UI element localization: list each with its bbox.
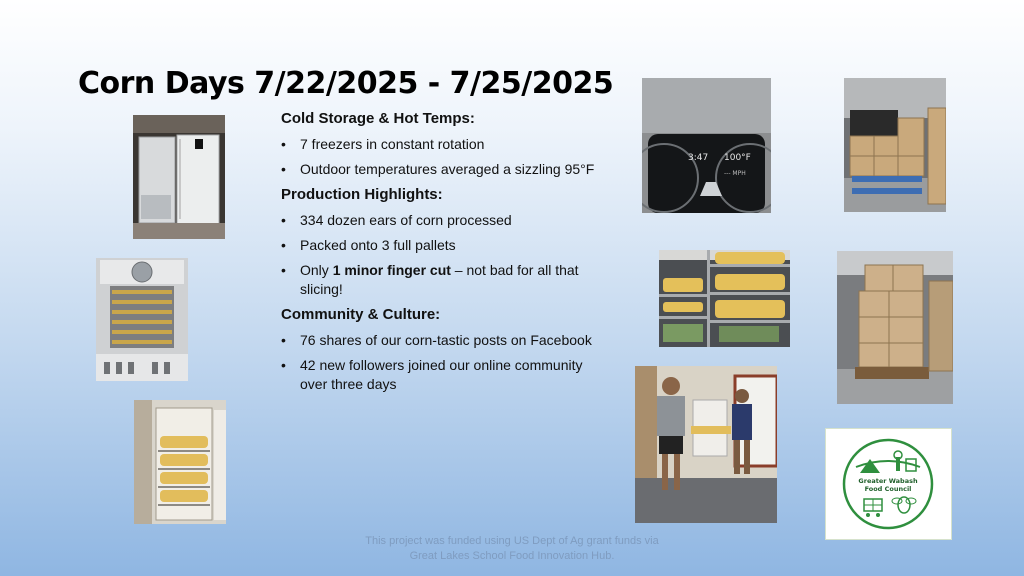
corn-shelves-photo-icon [659, 250, 790, 347]
stacked-boxes-photo-icon [837, 251, 953, 404]
slide-title: Corn Days 7/22/2025 - 7/25/2025 [78, 66, 614, 101]
production-list [281, 211, 611, 299]
bullet-pallets: • Packed onto 3 full pallets [281, 236, 611, 255]
freezers-photo-icon [133, 115, 225, 239]
chiller-racks-photo-icon [96, 258, 188, 381]
car-dashboard-photo-icon [642, 78, 771, 213]
logo-line1: Greater Wabash [858, 477, 918, 485]
food-council-logo [825, 428, 952, 540]
dashboard-time: 3:47 [688, 153, 709, 163]
section-heading-cold-storage: Cold Storage & Hot Temps: [281, 110, 475, 127]
finger-cut-bold: 1 minor finger cut [332, 262, 451, 278]
volunteers-photo-icon [635, 366, 777, 523]
section-heading-community: Community & Culture: [281, 306, 441, 323]
bullet-followers: • 42 new followers joined our online community over three days [281, 356, 611, 394]
section-heading-production: Production Highlights: [281, 186, 443, 203]
finger-cut-suffix: – not bad for all that slicing! [300, 262, 579, 297]
bullet-freezers: • 7 freezers in constant rotation [281, 135, 611, 154]
footer-line1: This project was funded using US Dept of Ag grant funds via [365, 535, 659, 547]
dashboard-speed: --- MPH [724, 170, 746, 177]
corn-fridge-photo-icon [134, 400, 226, 524]
bullet-temperature: • Outdoor temperatures averaged a sizzling 95°F [281, 160, 611, 179]
bullet-dozen-ears: • 334 dozen ears of corn processed [281, 211, 611, 230]
cold-storage-list [281, 135, 611, 179]
funding-footnote [0, 534, 1024, 564]
community-list [281, 331, 611, 394]
bullet-shares: • 76 shares of our corn-tastic posts on Facebook [281, 331, 611, 350]
footer-line2: Great Lakes School Food Innovation Hub. [409, 550, 615, 562]
logo-line2: Food Council [864, 485, 912, 493]
bullet-finger-cut [281, 261, 611, 299]
slide-content [281, 109, 611, 400]
dashboard-temp: 100°F [724, 153, 751, 163]
pallet-boxes-photo-icon [844, 78, 946, 212]
finger-cut-prefix: Only [300, 262, 333, 278]
